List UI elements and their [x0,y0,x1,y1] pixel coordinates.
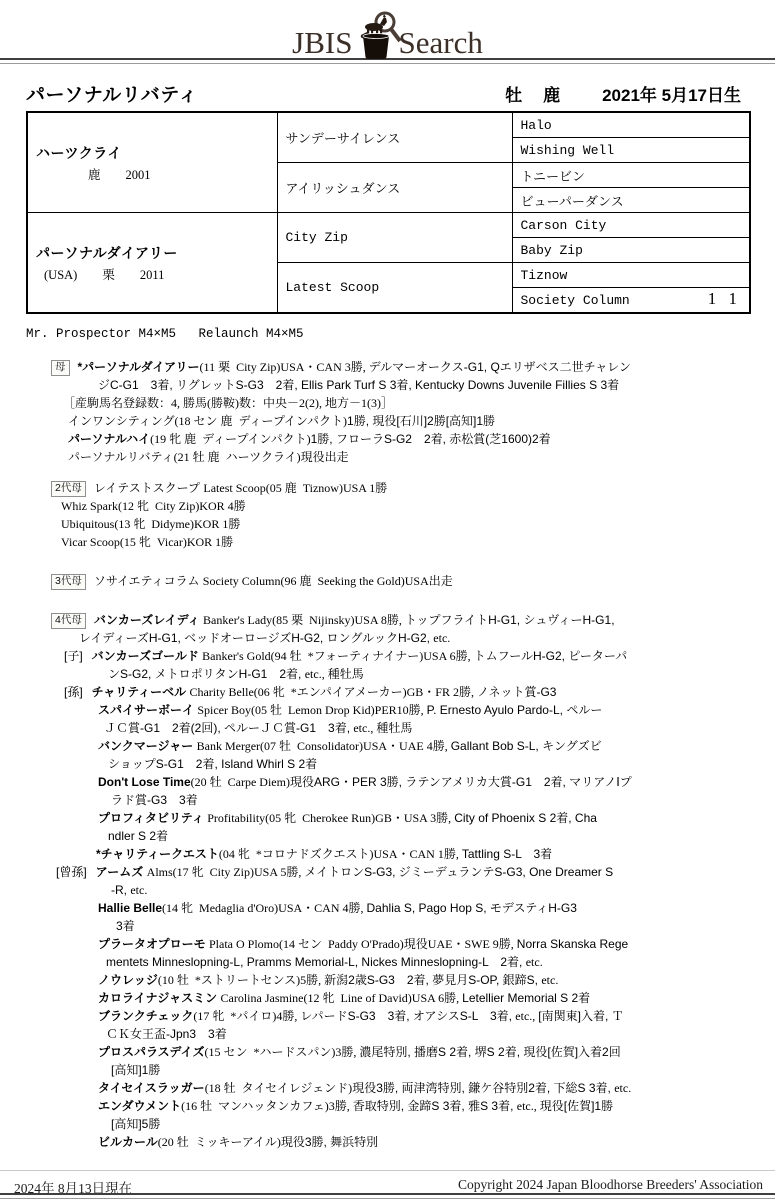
line-text: 現役3勝, 舞浜特別 [280,1135,379,1149]
horse-magnifier-icon [350,10,402,60]
pedigree-line [26,358,749,376]
line-text: (18 牡 タイセイレジェンド) [204,1081,353,1095]
pedigree-line [26,1097,749,1115]
line-text: ジC-G1 3着, リグレットS-G3 2着, Ellis Park Turf S 3着, Kentucky Downs Juvenile Fillies S 3着 [98,378,620,392]
line-text: (04 牝 *コロナドズクエスト)USA・CAN 1勝, [218,847,462,861]
pedigree-line [26,665,749,683]
line-text: レイディーズH-G1, ベッドオーロージズH-G2, ロングルックH-G2, [79,631,434,645]
gp-cell: Halo [512,112,750,138]
logo-text-search: Search [398,25,483,60]
copyright-text: Copyright 2024 Japan Bloodhorse Breeders' Association [457,1177,763,1192]
line-text: (20 牡 ミッキーアイル) [157,1135,281,1149]
pedigree-line [26,412,749,430]
sex-coat-label: 牡 鹿 [505,86,563,105]
pedigree-line [26,430,749,448]
line-text: トップフライトH-G1, シュヴィーH-G1, [404,613,615,627]
horse-name: バンカーズゴールド [91,649,203,663]
line-text: etc. [614,1081,632,1095]
line-text: Banker's Gold(94 牡 *フォーティナイナー)USA 6勝, [202,649,474,663]
pedigree-line [26,479,749,497]
gp-cell: Baby Zip [512,238,750,263]
dam-detail: (USA) 栗 2011 [44,267,165,282]
dam-sire-cell: City Zip [277,213,512,263]
line-text: (18 セン 鹿 ディープインパクト) [174,414,348,428]
pedigree-line [26,394,749,412]
sire-cell [27,112,277,213]
gp-name: Society Column [520,292,630,308]
line-text: 濃尾特別, 播磨S 2着, 堺S 2着, 現役[佐賀]入着2回 [359,1045,621,1059]
line-text: P. Ernesto Ayulo Pardo-L, ペルー [426,703,603,717]
horse-name: アームズ [95,865,147,879]
horse-name: チャリティーベル [91,685,190,699]
line-text: Carolina Jasmine(12 牝 Line of David)USA 6勝, [220,991,463,1005]
horse-name: スパイサーボーイ [98,703,198,717]
pedigree-line [26,629,749,647]
relation-label: [孫] [64,685,83,699]
line-text: Profitability(05 牝 Cherokee Run)GB・USA 3勝, [207,811,455,825]
line-text: ショップS-G1 2着, Island Whirl S 2着 [108,757,318,771]
pedigree-line [26,773,749,791]
line-text: メイトロンS-G3, ジミーデュランテS-G3, One Dreamer S [304,865,614,879]
line-text: (20 牡 Carpe Diem) [190,775,290,789]
pedigree-line [26,647,749,665]
pedigree-line [26,376,749,394]
pedigree-line [26,881,749,899]
horse-name: ノウレッジ [98,973,158,987]
as-of-date: 2024年 8月13日現在 [14,1181,133,1196]
line-text: トムフールH-G2, ピーターパ [473,649,628,663]
pedigree-line [26,791,749,809]
generation-label: 母 [51,360,70,376]
horse-name: ビルカール [98,1135,158,1149]
sire-sire-cell: サンデーサイレンス [277,112,512,163]
line-text: (11 栗 City Zip)USA・CAN 3勝, [199,360,369,374]
pedigree-line [26,1025,749,1043]
horse-name: *パーソナルダイアリー [77,360,200,374]
sire-dam-cell: アイリッシュダンス [277,163,512,213]
line-text: etc. [525,955,543,969]
line-text: Bank Merger(07 牡 Consolidator)USA・UAE 4勝, [196,739,451,753]
pedigree-line [26,863,749,881]
pedigree-line [26,1061,749,1079]
inbreed-mark: 1 1 [707,289,741,308]
line-text: 香取特別, 金蹄S 3着, 雅S 3着, [352,1099,517,1113]
line-text: ＣＫ女王盃-Jpn3 3着 [106,1027,227,1041]
generation-label: 3代母 [51,574,86,590]
line-text: (16 牡 マンハッタンカフェ)3勝, [181,1099,353,1113]
gp-cell: ビューパーダンス [512,188,750,213]
line-text: Plata O Plomo(14 セン Paddy O'Prado)現役UAE・SWE 9勝, [208,937,517,951]
line-text: [高知]5勝 [111,1117,161,1131]
bottom-divider [0,1193,775,1199]
line-text: etc. [130,883,148,897]
line-text: etc., 種牡馬 [353,721,413,735]
line-text: Gallant Bob S-L, キングズビ [450,739,602,753]
logo-text-jbis: JBIS [292,25,353,60]
horse-name: プロスパラスデイズ [98,1045,205,1059]
line-text: Banker's Lady(85 栗 Nijinsky)USA 8勝, [203,613,405,627]
line-text: (10 牡 *ストリートセンス)5勝, [157,973,325,987]
line-text: mentets Minneslopning-L, Pramms Memorial-L, Nickes Minneslopning-L 2着, [106,955,526,969]
line-text: (21 牡 鹿 ハーツクライ) [173,450,301,464]
pedigree-line [26,827,749,845]
family-record [26,358,749,1151]
line-text: Ubiquitous(13 牝 Didyme)KOR 1勝 [61,517,241,531]
line-text: デルマーオークス-G1, Qエリザベス二世チャレン [368,360,631,374]
horse-name: Don't Lose Time [98,775,191,789]
line-text: ラド賞-G3 3着 [111,793,198,807]
pedigree-line [26,953,749,971]
horse-name: バンカーズレイディ [93,613,204,627]
pedigree-line [26,1007,749,1025]
inbreeding-line: Mr. Prospector M4×M5 Relaunch M4×M5 [26,327,304,341]
line-text: [高知]1勝 [111,1063,161,1077]
line-text: Whiz Spark(12 牝 City Zip)KOR 4勝 [61,499,246,513]
line-text: etc., 種牡馬 [304,667,364,681]
relation-label: [曾孫] [56,865,87,879]
generation-label: 4代母 [51,613,86,629]
line-text: 3着 [116,919,135,933]
page-title-horse-name: パーソナルリバティ [26,85,198,106]
pedigree-line [26,497,749,515]
pedigree-line [26,809,749,827]
pedigree-line [26,701,749,719]
line-text: 現役出走 [300,450,349,464]
pedigree-line [26,572,749,590]
line-text: etc., [516,1099,540,1113]
line-text: Charity Belle(06 牝 *エンパイアメーカー)GB・FR 2勝, [189,685,477,699]
pedigree-line [26,917,749,935]
line-text: -R, [111,883,131,897]
horse-name: *チャリティークエスト [96,847,219,861]
horse-name: バンクマージャー [98,739,197,753]
line-text: (15 セン *ハードスパン)3勝, [204,1045,360,1059]
line-text: Norra Skanska Rege [516,937,629,951]
gp-cell: トニービン [512,163,750,188]
line-text: ndler S 2着 [108,829,169,843]
line-text: Vicar Scoop(15 牝 Vicar)KOR 1勝 [61,535,234,549]
line-text: Spicer Boy(05 牡 Lemon Drop Kid)PER10勝, [197,703,427,717]
line-text: ソサイエティコラム [93,574,203,588]
pedigree-line [26,899,749,917]
relation-label: [子] [64,649,83,663]
gp-cell-society-column [512,288,750,314]
jbis-search-logo [0,0,775,58]
line-text: Letellier Memorial S 2着 [462,991,591,1005]
line-text: ［産駒馬名登録数：4, 勝馬(勝鞍)数：中央－2(2), 地方－1(3)］ [63,396,393,410]
gp-cell: Carson City [512,213,750,238]
pedigree-line [26,971,749,989]
line-text: レイテストスクープ [93,481,204,495]
line-text: インワンシティング [68,414,175,428]
pedigree-line [26,683,749,701]
line-text: 1勝, フローラS-G2 2着, 赤松賞(芝1600)2着 [310,432,551,446]
line-text: Latest Scoop(05 鹿 Tiznow)USA 1勝 [203,481,388,495]
pedigree-line [26,989,749,1007]
sire-detail: 鹿 2001 [88,167,151,182]
line-text: (14 牝 Medaglia d'Oro)USA・CAN 4勝, [162,901,367,915]
pedigree-line [26,935,749,953]
pedigree-line [26,1115,749,1133]
pedigree-line [26,1133,749,1151]
horse-name: ブランクチェック [98,1009,194,1023]
horse-name: Hallie Belle [98,901,163,915]
gp-cell: Tiznow [512,263,750,288]
dam-name: パーソナルダイアリー [36,244,178,261]
line-text: [南関東]入着, Ｔ [538,1009,624,1023]
footer-divider [0,1170,775,1171]
line-text: ＪＣ賞-G1 2着(2回), ペルーＪＣ賞-G1 3着, [104,721,354,735]
dam-cell [27,213,277,314]
horse-name: カロライナジャスミン [98,991,221,1005]
pedigree-line [26,845,749,863]
pedigree-line [26,1043,749,1061]
pedigree-line [26,533,749,551]
sire-name: ハーツクライ [36,144,122,161]
horse-name: パーソナルハイ [68,432,151,446]
line-text: パーソナルリバティ [68,450,174,464]
line-text: City of Phoenix S 2着, Cha [454,811,597,825]
horse-name: エンダウメント [98,1099,182,1113]
pedigree-line [26,448,749,466]
pedigree-line [26,719,749,737]
line-text: (19 牝 鹿 ディープインパクト) [150,432,311,446]
line-text: etc., [515,1009,539,1023]
horse-name: プロフィタビリティ [98,811,208,825]
line-text: Society Column(96 鹿 Seeking the Gold)USA出走 [202,574,453,588]
horse-header [26,80,749,106]
pedigree-line [26,515,749,533]
line-text: 現役ARG・PER 3勝, ラテンアメリカ大賞-G1 2着, マリアノⅠプ [289,775,632,789]
line-text: レパードS-G3 3着, オアシスS-L 3着, [300,1009,516,1023]
line-text: (17 牝 *パイロ)4勝, [193,1009,301,1023]
line-text: ンS-G2, メトロポリタンH-G1 2着, [108,667,305,681]
line-text: 現役[佐賀]1勝 [539,1099,614,1113]
line-text: Dahlia S, Pago Hop S, モデスティH-G3 [366,901,577,915]
line-text: Alms(17 牝 City Zip)USA 5勝, [146,865,305,879]
pedigree-line [26,611,749,629]
horse-name: プラータオプローモ [98,937,209,951]
line-text: Tattling S-L 3着 [461,847,553,861]
pedigree-line [26,737,749,755]
line-text: 現役3勝, 両津湾特別, 鎌ケ谷特別2着, 下総S 3着, [352,1081,615,1095]
line-text: 1勝, 現役[石川]2勝[高知]1勝 [347,414,496,428]
line-text: etc. [541,973,559,987]
pedigree-table [26,111,751,314]
generation-label: 2代母 [51,481,86,497]
pedigree-line [26,1079,749,1097]
gp-cell: Wishing Well [512,138,750,163]
pedigree-line [26,755,749,773]
line-text: etc. [433,631,451,645]
line-text: ノネット賞-G3 [476,685,557,699]
birth-date-label: 2021年 5月17日生 [602,86,741,105]
line-text: 新潟2歳S-G3 2着, 夢見月S-OP, 銀蹄S, [324,973,542,987]
dam-dam-cell: Latest Scoop [277,263,512,314]
horse-name: タイセイスラッガー [98,1081,205,1095]
